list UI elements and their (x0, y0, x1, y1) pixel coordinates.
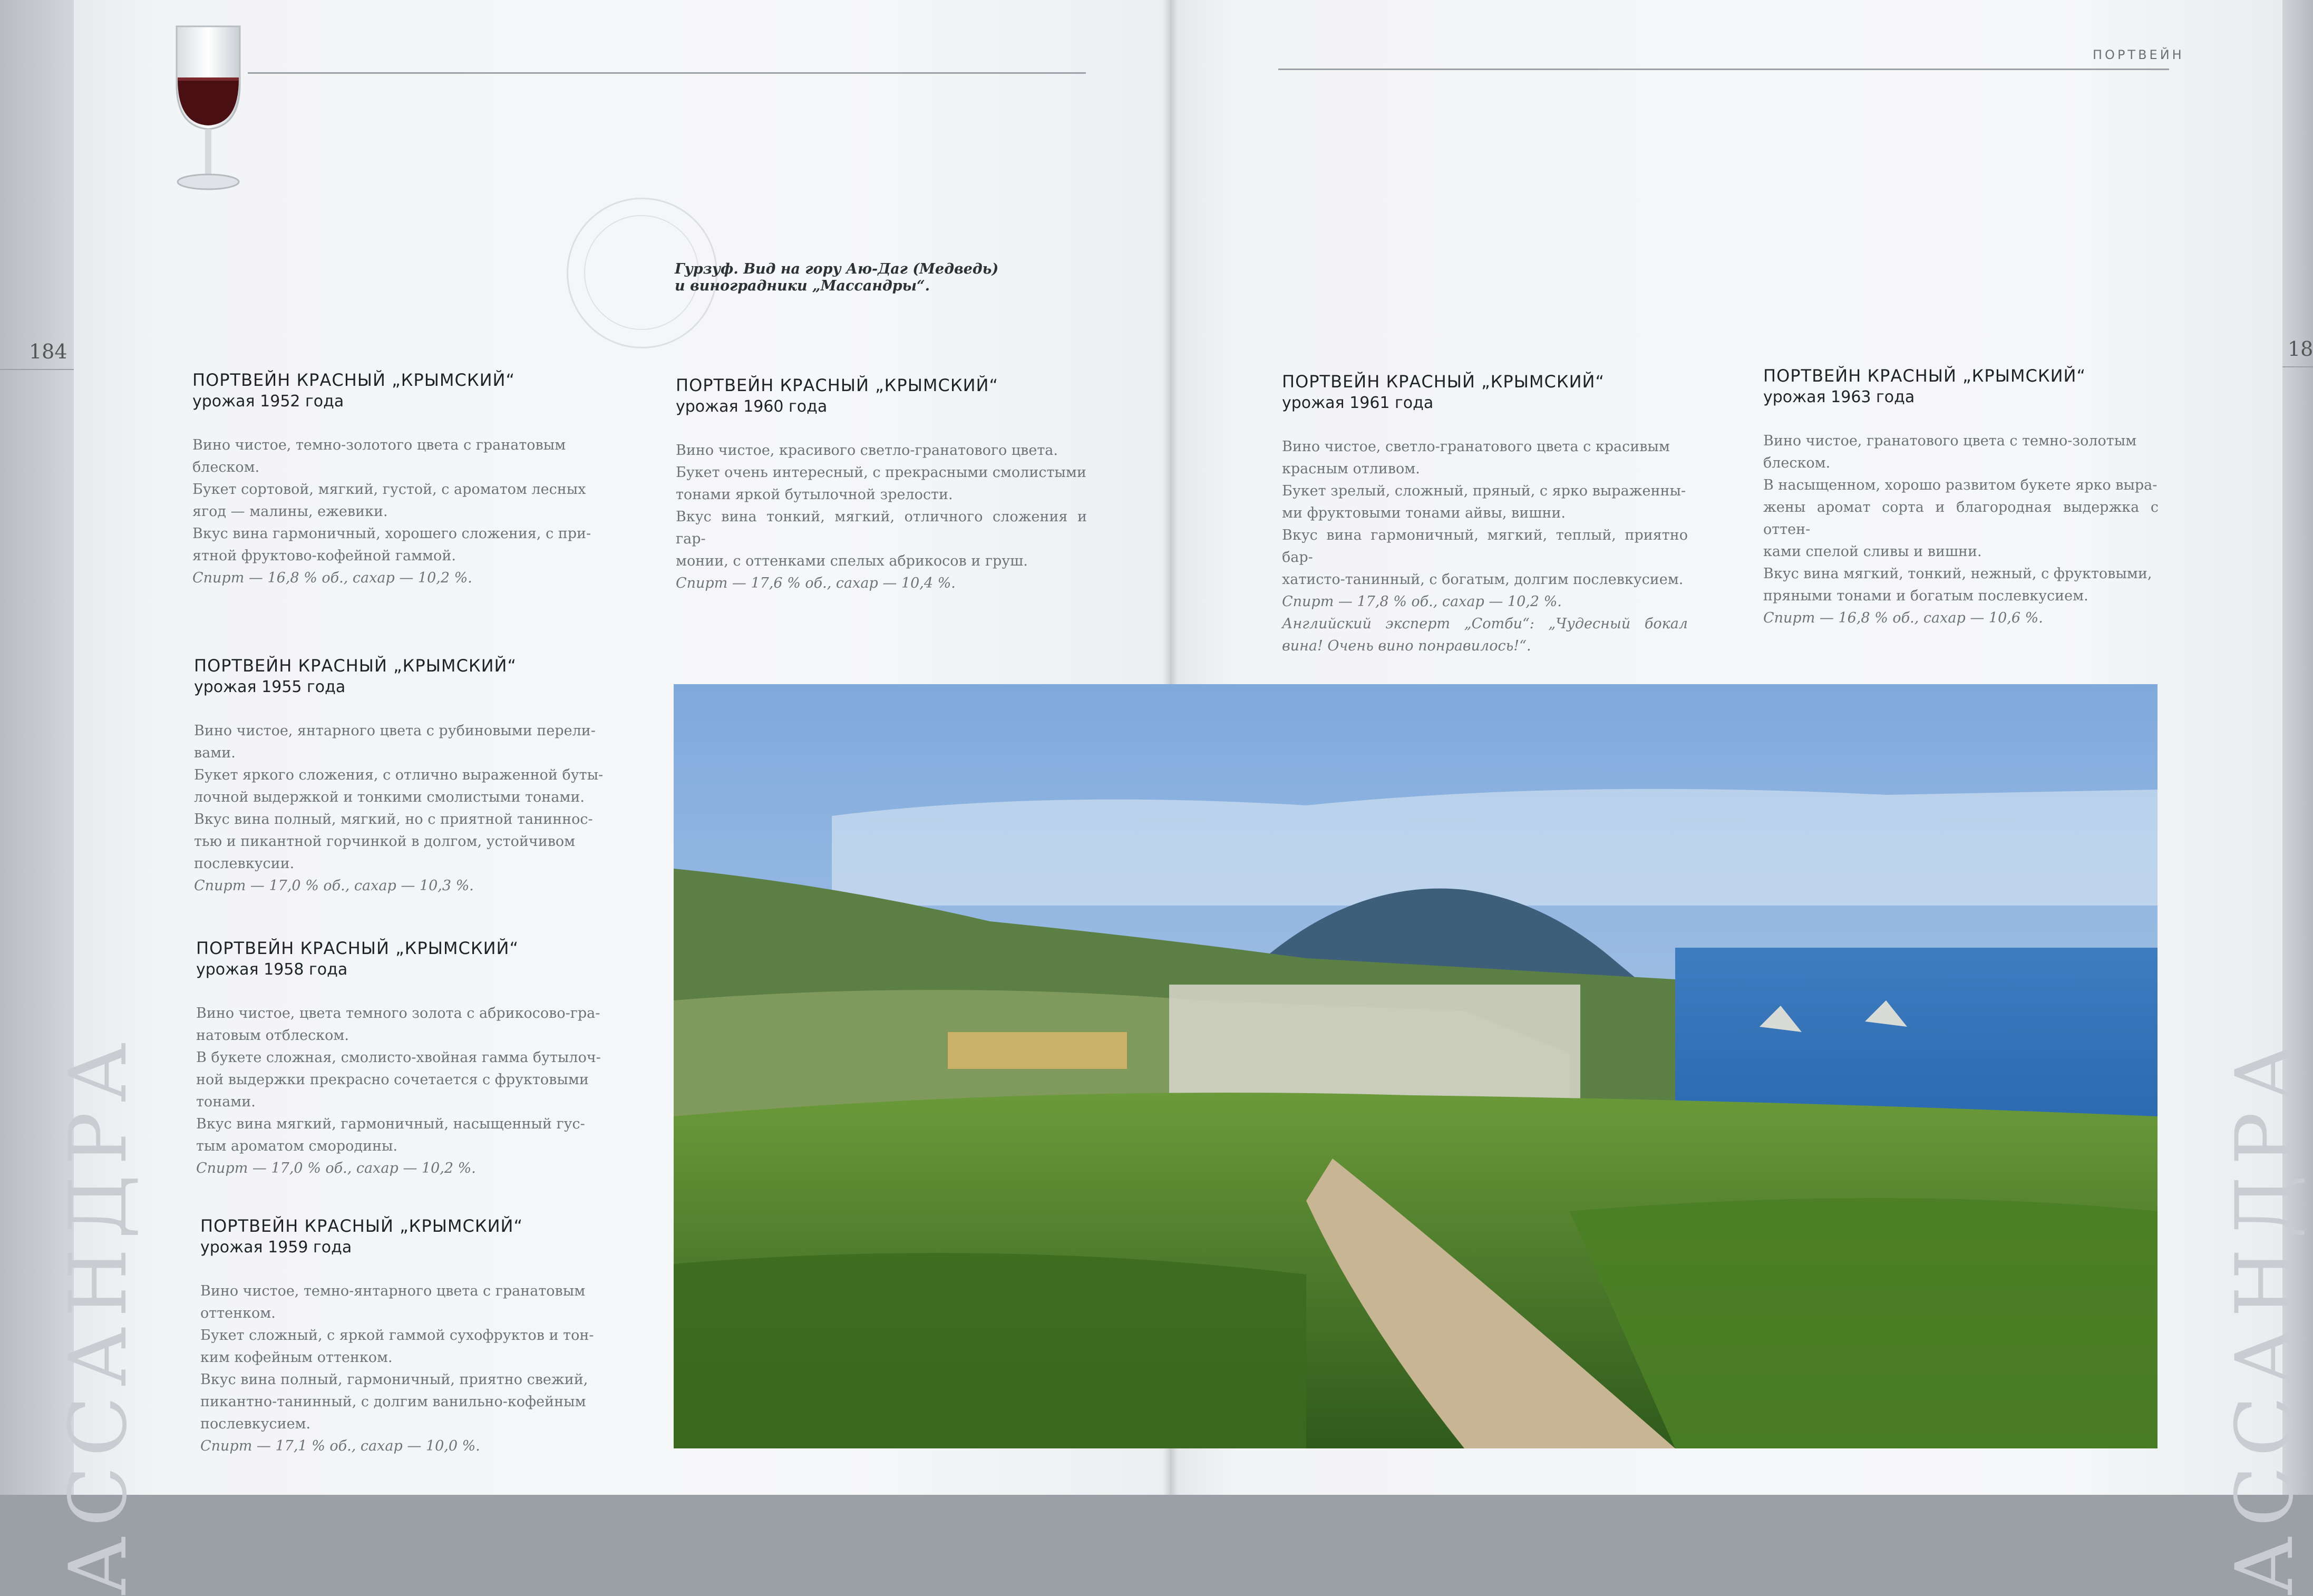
desc-line: В букете сложная, смолисто-хвойная гамма бутылоч- (196, 1049, 601, 1066)
page-number-left: 184 (29, 340, 67, 363)
desc-line: Вино чистое, темно-янтарного цвета с гранатовым (200, 1283, 586, 1299)
desc-line: ной выдержки прекрасно сочетается с фруктовыми (196, 1072, 589, 1088)
wine-entry-1963 (1763, 365, 2159, 629)
desc-line: тью и пикантной горчинкой в долгом, устойчивом (194, 833, 576, 850)
wine-spec: Спирт — 17,0 % об., сахар — 10,3 %. (194, 878, 474, 894)
header-rule-right (1278, 69, 2169, 70)
desc-line: Вино чистое, янтарного цвета с рубиновыми перели- (194, 723, 596, 739)
desc-line: натовым отблеском. (196, 1027, 349, 1044)
desc-line: послевкусием. (200, 1416, 311, 1432)
wine-title: ПОРТВЕЙН КРАСНЫЙ „КРЫМСКИЙ“ (1282, 372, 1605, 392)
desc-line: пряными тонами и богатым послевкусием. (1763, 588, 2088, 604)
desc-line: вами. (194, 745, 236, 761)
watermark-word-left: АССАНДРА (53, 1033, 144, 1596)
wine-description (200, 1280, 611, 1457)
wine-title: ПОРТВЕЙН КРАСНЫЙ „КРЫМСКИЙ“ (196, 938, 519, 958)
desc-line: красным отливом. (1282, 461, 1420, 477)
desc-line: Вино чистое, темно-золотого цвета с гранатовым (192, 437, 566, 453)
desc-line: Вкус вина мягкий, гармоничный, насыщенный гус- (196, 1116, 585, 1132)
wine-entry-1952 (192, 369, 604, 589)
page-number-right: 18 (2288, 337, 2313, 361)
desc-line: ками спелой сливы и вишни. (1763, 543, 1982, 560)
wine-description (1763, 430, 2159, 629)
wine-year: урожая 1960 года (676, 397, 828, 416)
wine-year: урожая 1961 года (1282, 394, 1434, 412)
desc-line: Вкус вина мягкий, тонкий, нежный, с фруктовыми, (1763, 566, 2152, 582)
desc-line: блеском. (192, 459, 260, 475)
wine-year: урожая 1952 года (192, 392, 344, 411)
desc-line: В насыщенном, хорошо развитом букете ярко выра- (1763, 477, 2157, 493)
page-number-right-rule (2282, 366, 2313, 367)
caption-line-2: и виноградники „Массандры“. (675, 278, 930, 294)
wine-year: урожая 1955 года (194, 678, 346, 696)
desc-line: Вкус вина полный, гармоничный, приятно свежий, (200, 1371, 588, 1388)
caption-line-1: Гурзуф. Вид на гору Аю-Даг (Медведь) (675, 261, 999, 277)
landscape-photo (674, 684, 2157, 1448)
desc-line: Букет яркого сложения, с отлично выраженной буты- (194, 767, 604, 783)
wine-spec: Спирт — 17,1 % об., сахар — 10,0 %. (200, 1438, 480, 1454)
desc-line: ятной фруктово-кофейной гаммой. (192, 548, 456, 564)
wine-description (192, 434, 604, 589)
header-rule-left (248, 72, 1086, 74)
desc-line: лочной выдержкой и тонкими смолистыми тонами. (194, 789, 585, 805)
wine-glass-icon (166, 21, 250, 195)
desc-line: тонами. (196, 1094, 256, 1110)
wine-title: ПОРТВЕЙН КРАСНЫЙ „КРЫМСКИЙ“ (1763, 366, 2086, 386)
desc-line: блеском. (1763, 455, 1831, 471)
wine-spec: Спирт — 17,6 % об., сахар — 10,4 %. (676, 575, 956, 591)
wine-spec: Спирт — 16,8 % об., сахар — 10,6 %. (1763, 610, 2043, 626)
desc-line: жены аромат сорта и благородная выдержка с оттен- (1763, 499, 2159, 538)
wine-title: ПОРТВЕЙН КРАСНЫЙ „КРЫМСКИЙ“ (200, 1216, 523, 1236)
desc-line: ми фруктовыми тонами айвы, вишни. (1282, 505, 1566, 521)
desc-line: ким кофейным оттенком. (200, 1349, 393, 1366)
desc-line: тонами яркой бутылочной зрелости. (676, 486, 953, 503)
desc-line: Вкус вина тонкий, мягкий, отличного сложения и гар- (676, 509, 1087, 547)
desc-line: Вино чистое, красивого светло-гранатового цвета. (676, 442, 1058, 459)
desc-line: Вино чистое, светло-гранатового цвета с красивым (1282, 439, 1670, 455)
wine-spec: Спирт — 17,0 % об., сахар — 10,2 %. (196, 1160, 476, 1176)
desc-line: тым ароматом смородины. (196, 1138, 398, 1154)
desc-line: Вкус вина полный, мягкий, но с приятной таниннос- (194, 811, 593, 828)
photo-caption (675, 261, 1044, 295)
landscape-illustration (674, 684, 2157, 1448)
desc-line: монии, с оттенками спелых абрикосов и груш. (676, 553, 1028, 569)
desc-line: пикантно-танинный, с долгим ванильно-кофейным (200, 1394, 586, 1410)
desc-line: Вино чистое, гранатового цвета с темно-золотым (1763, 433, 2137, 449)
wine-entry-1960 (676, 374, 1087, 595)
desc-line: Букет сложный, с яркой гаммой сухофруктов и тон- (200, 1327, 594, 1344)
watermark-word-right: АССАНДРА (2219, 1033, 2311, 1596)
wine-title: ПОРТВЕЙН КРАСНЫЙ „КРЫМСКИЙ“ (192, 370, 516, 390)
desc-line: Вино чистое, цвета темного золота с абрикосово-гра- (196, 1005, 600, 1021)
running-header: ПОРТВЕЙН (2093, 47, 2184, 62)
wine-entry-1958 (196, 937, 607, 1180)
desc-line: оттенком. (200, 1305, 276, 1321)
wine-entry-1961 (1282, 371, 1688, 657)
wine-description (1282, 436, 1688, 657)
wine-title: ПОРТВЕЙН КРАСНЫЙ „КРЫМСКИЙ“ (194, 656, 517, 676)
wine-year: урожая 1963 года (1763, 388, 1915, 406)
wine-spec: Спирт — 17,8 % об., сахар — 10,2 %. (1282, 593, 1562, 610)
wine-entry-1959 (200, 1215, 611, 1457)
wine-year: урожая 1959 года (200, 1238, 352, 1257)
desc-line: Вкус вина гармоничный, хорошего сложения, с при- (192, 525, 591, 542)
wine-description (194, 720, 605, 897)
wine-description (196, 1003, 607, 1180)
wine-entry-1955 (194, 655, 605, 897)
wine-year: урожая 1958 года (196, 960, 348, 979)
desc-line: послевкусии. (194, 855, 295, 872)
desc-line: Букет сортовой, мягкий, густой, с ароматом лесных (192, 481, 586, 498)
page-number-left-rule (0, 369, 74, 370)
wine-description (676, 440, 1087, 595)
desc-line: Букет очень интересный, с прекрасными смолистыми (676, 464, 1086, 481)
wine-title: ПОРТВЕЙН КРАСНЫЙ „КРЫМСКИЙ“ (676, 375, 999, 395)
desc-line: хатисто-танинный, с богатым, долгим послевкусием. (1282, 571, 1684, 588)
expert-quote: Английский эксперт „Сотби“: „Чудесный бокал вина! Очень вино понравилось!“. (1282, 616, 1688, 654)
desc-line: ягод — малины, ежевики. (192, 503, 388, 520)
desc-line: Вкус вина гармоничный, мягкий, теплый, приятно бар- (1282, 527, 1688, 566)
wine-spec: Спирт — 16,8 % об., сахар — 10,2 %. (192, 570, 472, 586)
desc-line: Букет зрелый, сложный, пряный, с ярко выраженны- (1282, 483, 1686, 499)
